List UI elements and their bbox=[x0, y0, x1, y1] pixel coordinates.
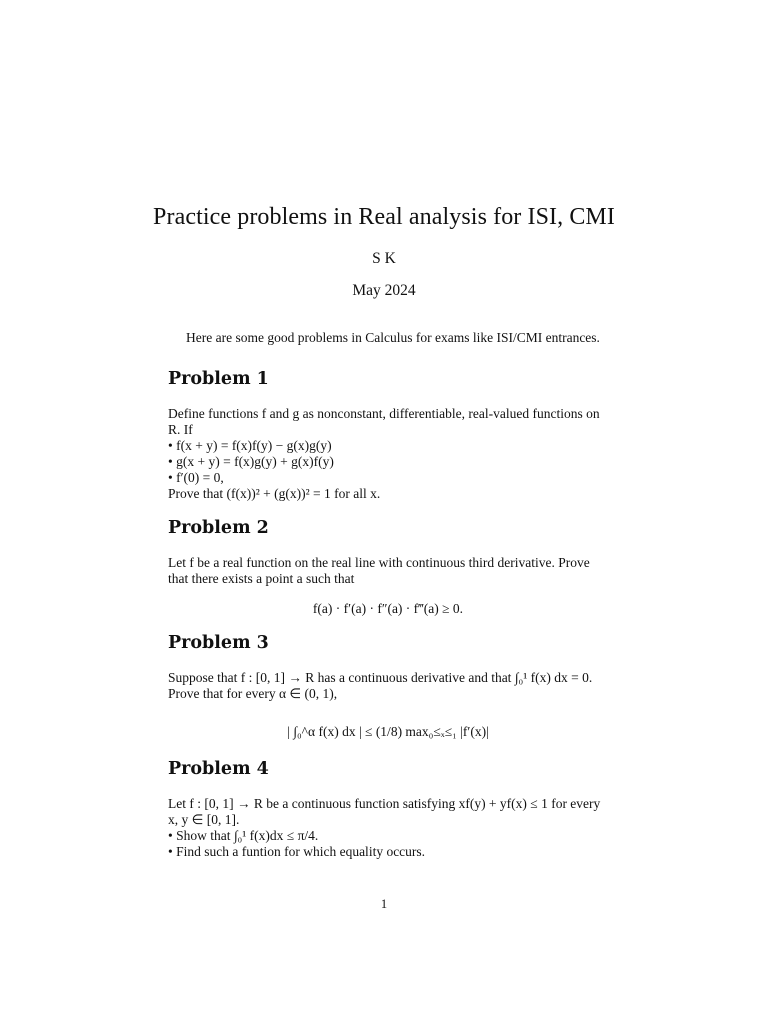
display-equation: f(a) · f′(a) · f″(a) · f‴(a) ≥ 0. bbox=[312, 601, 464, 616]
problem-heading: Problem 1 bbox=[168, 369, 269, 389]
problem-1 bbox=[168, 369, 608, 502]
problem-body bbox=[168, 406, 608, 502]
problem-body bbox=[168, 555, 608, 587]
problem-text-line: Let f : [0, 1] → R be a continuous function satisfying xf(y) + yf(x) ≤ 1 for every x, y ∈ [0, 1]. bbox=[168, 796, 601, 827]
problem-3 bbox=[168, 633, 608, 740]
problem-heading: Problem 4 bbox=[168, 759, 269, 779]
document-title: Practice problems in Real analysis for ISI, CMI bbox=[153, 204, 615, 230]
bullet-item: • f(x + y) = f(x)f(y) − g(x)g(y) bbox=[168, 438, 332, 453]
problem-heading: Problem 3 bbox=[168, 633, 269, 653]
intro-paragraph: Here are some good problems in Calculus for exams like ISI/CMI entrances. bbox=[186, 330, 600, 345]
problem-text-line: Prove that (f(x))² + (g(x))² = 1 for all x. bbox=[168, 486, 381, 501]
bullet-item: • Find such a funtion for which equality occurs. bbox=[168, 844, 426, 859]
bullet-item: • Show that ∫₀¹ f(x)dx ≤ π/4. bbox=[168, 828, 319, 843]
problem-text-line: Prove that for every α ∈ (0, 1), bbox=[168, 686, 338, 701]
problem-4 bbox=[168, 759, 608, 860]
display-equation: | ∫₀^α f(x) dx | ≤ (1/8) max₀≤ₓ≤₁ |f′(x)| bbox=[287, 724, 489, 739]
problem-body bbox=[168, 670, 608, 702]
bullet-item: • g(x + y) = f(x)g(y) + g(x)f(y) bbox=[168, 454, 334, 469]
problem-heading: Problem 2 bbox=[168, 518, 269, 538]
problem-2 bbox=[168, 518, 608, 617]
problem-text-line: Suppose that f : [0, 1] → R has a continuous derivative and that ∫₀¹ f(x) dx = 0. bbox=[168, 670, 593, 685]
page-number: 1 bbox=[380, 897, 388, 911]
bullet-item: • f′(0) = 0, bbox=[168, 470, 224, 485]
problem-text-line: Define functions f and g as nonconstant, differentiable, real-valued functions on R. If bbox=[168, 406, 600, 437]
document-date: May 2024 bbox=[352, 282, 416, 299]
problem-text-line: Let f be a real function on the real line with continuous third derivative. Prove that there exists a point a such that bbox=[168, 555, 590, 586]
problem-body bbox=[168, 796, 608, 860]
document-author: S K bbox=[372, 250, 396, 267]
